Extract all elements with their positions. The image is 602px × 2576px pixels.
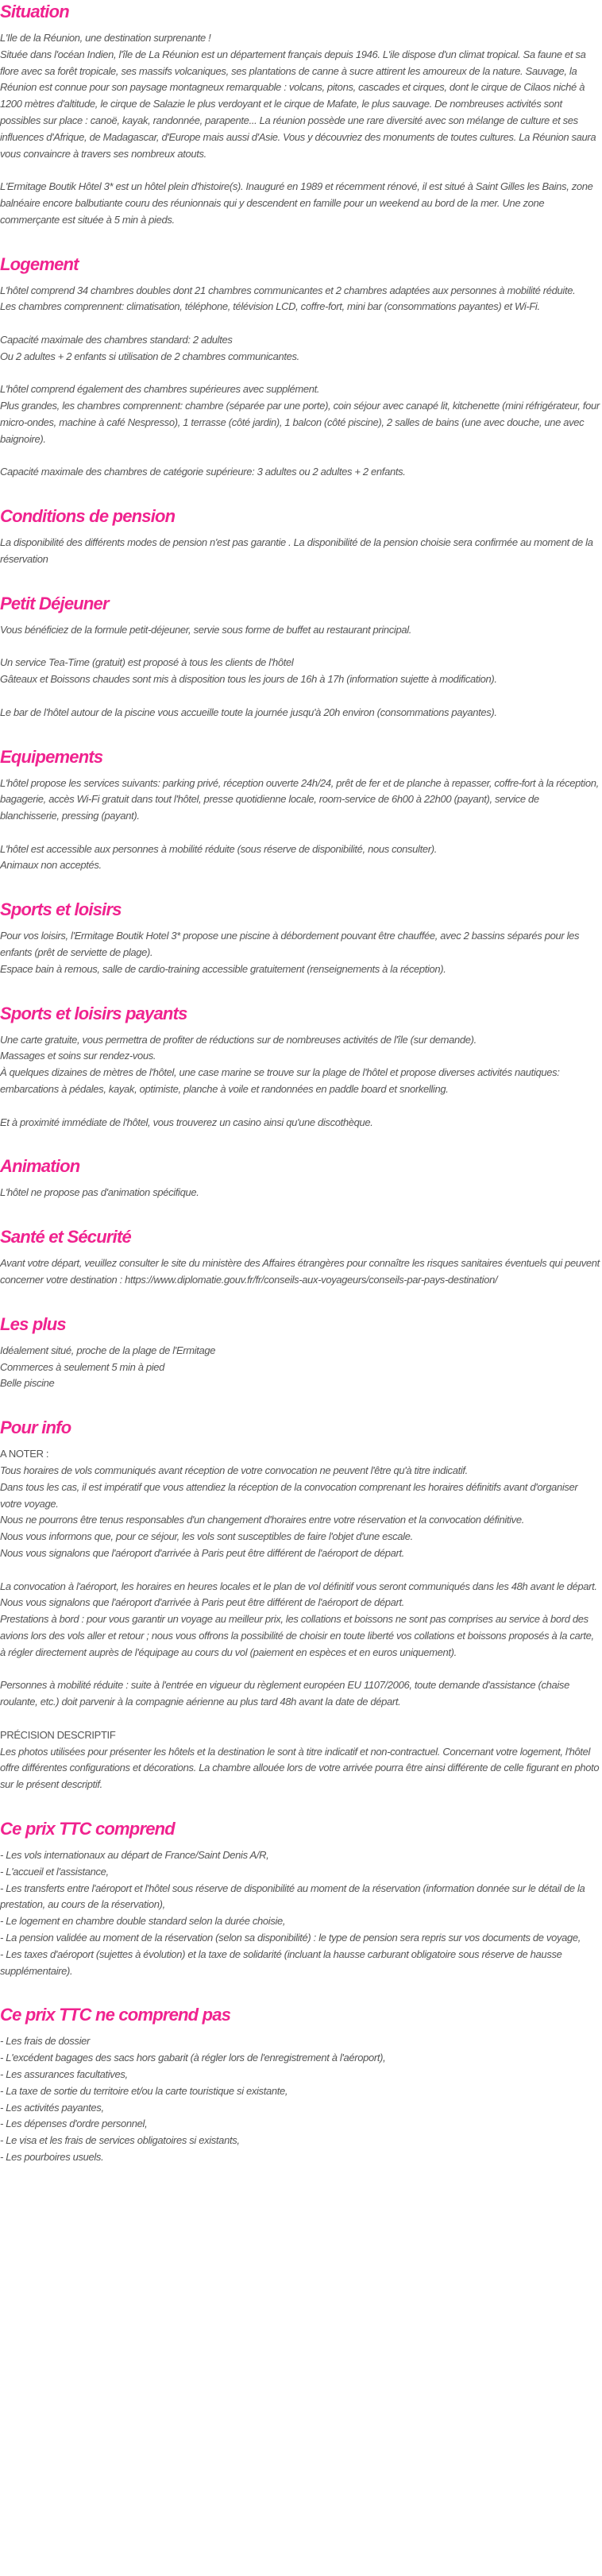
paragraph-line: Le bar de l'hôtel autour de la piscine vous accueille toute la journée jusqu'à 20h environ (consommations payantes). — [0, 706, 497, 718]
paragraph-line: Nous ne pourrons être tenus responsables d'un changement d'horaires entre votre réservation et la convocation définitive. — [0, 1514, 524, 1526]
paragraph-line: PRÉCISION DESCRIPTIF — [0, 1728, 116, 1741]
paragraph-line: L'hôtel comprend également des chambres supérieures avec supplément. — [0, 383, 320, 396]
paragraph-line: Les chambres comprennent: climatisation, téléphone, télévision LCD, coffre-fort, mini bar (consommations payantes) et Wi-Fi. — [0, 300, 540, 313]
section-sports-et-loisirs-payants — [0, 1002, 600, 1131]
section-animation — [0, 1155, 600, 1201]
paragraph-line: Prestations à bord : pour vous garantir un voyage au meilleur prix, les collations et boissons ne sont pas comprises au service à bord des avions lors des vols aller et retour ; nous vous offrons la possibilité de choisir en toute liberté vos collations et boissons proposés à la carte, à régler directement auprès de l'équipage au cours du vol (paiement en espèces et en euros uniquement). — [0, 1613, 594, 1658]
section-body — [0, 776, 600, 875]
list-item: - Le visa et les frais de services obligatoires si existants, — [0, 2134, 240, 2147]
paragraph-line: Plus grandes, les chambres comprennent: chambre (séparée par une porte), coin séjour avec canapé lit, kitchenette (mini réfrigérateur, four micro-ondes, machine à café Nespresso), 1 terrasse (côté jardin), 1 balcon (côté piscine), 2 salles de bains (une avec douche, une avec baignoire). — [0, 400, 600, 445]
section-body — [0, 1032, 600, 1131]
paragraph-gap — [0, 1098, 600, 1115]
paragraph-line: Ou 2 adultes + 2 enfants si utilisation de 2 chambres communicantes. — [0, 350, 299, 362]
paragraph-gap — [0, 639, 600, 656]
list-item: - Les transferts entre l'aéroport et l'hôtel sous réserve de disponibilité au moment de la réservation (information donnée sur le détail de la prestation, au cours de la réservation), — [0, 1882, 585, 1911]
paragraph-line: Avant votre départ, veuillez consulter le site du ministère des Affaires étrangères pour connaître les risques sanitaires éventuels qui peuvent concerner votre destination : https://www.diplomatie.gouv.fr/fr/conseils-aux-voyageurs/conseils-par-pays-destination/ — [0, 1257, 600, 1286]
paragraph-gap — [0, 1711, 600, 1727]
paragraph-line: Idéalement situé, proche de la plage de l'Ermitage — [0, 1344, 216, 1356]
paragraph-line: L'Ile de la Réunion, une destination surprenante ! — [0, 32, 211, 44]
paragraph-line: A NOTER : — [0, 1448, 49, 1460]
section-title: Santé et Sécurité — [0, 1227, 131, 1247]
paragraph-gap — [0, 1661, 600, 1678]
paragraph-gap — [0, 162, 600, 179]
section-situation — [0, 0, 600, 229]
paragraph-line: L'hôtel ne propose pas d'animation spécifique. — [0, 1186, 199, 1199]
paragraph-line: Belle piscine — [0, 1377, 55, 1390]
section-title: Ce prix TTC ne comprend pas — [0, 2005, 231, 2025]
paragraph-line: Une carte gratuite, vous permettra de profiter de réductions sur de nombreuses activités de l'île (sur demande). — [0, 1033, 477, 1046]
list-item: - Les activités payantes, — [0, 2101, 104, 2114]
paragraph-line: L'Ermitage Boutik Hôtel 3* est un hôtel plein d'histoire(s). Inauguré en 1989 et récemment rénové, il est situé à Saint Gilles les Bains, zone balnéaire encore balbutiante couru des réunionnais qui y descendent en famille pour un weekend au bord de la mer. Une zone commerçante est située à 5 min à pieds. — [0, 180, 593, 226]
list-item: - Les assurances facultatives, — [0, 2067, 128, 2080]
section-petit-dejeuner — [0, 592, 600, 721]
paragraph-line: Personnes à mobilité réduite : suite à l'entrée en vigueur du règlement européen EU 1107/2006, toute demande d'assistance (chaise roulante, etc.) doit parvenir à la compagnie aérienne au plus tard 48h avant la date de départ. — [0, 1679, 569, 1708]
list-item: - L'excédent bagages des sacs hors gabarit (à régler lors de l'enregistrement à l'aéroport), — [0, 2052, 386, 2064]
section-body — [0, 622, 600, 721]
section-sante-et-securite — [0, 1225, 600, 1289]
section-body — [0, 1255, 600, 1289]
paragraph-gap — [0, 366, 600, 382]
paragraph-line: L'hôtel propose les services suivants: parking privé, réception ouverte 24h/24, prêt de fer et de planche à repasser, coffre-fort à la réception, bagagerie, accès Wi-Fi gratuit dans tout l'hôtel, presse quotidienne locale, room-service de 6h00 à 22h00 (payant), service de blanchisserie, pressing (payant). — [0, 776, 599, 822]
paragraph-line: Capacité maximale des chambres standard: 2 adultes — [0, 333, 233, 346]
list-item: - Les dépenses d'ordre personnel, — [0, 2118, 148, 2130]
section-body — [0, 283, 600, 482]
list-item: - La taxe de sortie du territoire et/ou la carte touristique si existante, — [0, 2084, 288, 2097]
paragraph-line: Gâteaux et Boissons chaudes sont mis à disposition tous les jours de 16h à 17h (information sujette à modification). — [0, 673, 497, 686]
list-item: - L'accueil et l'assistance, — [0, 1865, 109, 1878]
paragraph-line: Située dans l'océan Indien, l'île de La Réunion est un département français depuis 1946. L'ile dispose d'un climat tropical. Sa faune et sa flore avec sa forêt tropicale, ses massifs volcaniques, ses plantations de canne à sucre attirent les amoureux de la nature. Sauvage, la Réunion est connue pour son paysage montagneux remarquable : volcans, pitons, cascades et cirques, dont le cirque de Cilaos niché à 1200 mètres d'altitude, le cirque de Salazie le plus verdoyant et le cirque de Mafate, le plus sauvage. De nombreuses activités sont possibles sur place : canoë, kayak, randonnée, parapente... La réunion possède une rare diversité avec son mélange de culture et ses influences d'Afrique, de Madagascar, d'Europe mais aussi d'Asie. Vous y découvriez des monuments de toutes cultures. La Réunion saura vous convaincre à travers ses nombreux atouts. — [0, 48, 596, 160]
paragraph-line: Espace bain à remous, salle de cardio-training accessible gratuitement (renseignements à la réception). — [0, 962, 446, 975]
section-body — [0, 1343, 600, 1392]
section-body — [0, 2033, 600, 2165]
section-title: Sports et loisirs payants — [0, 1003, 187, 1023]
section-les-plus — [0, 1313, 600, 1392]
paragraph-line: Les photos utilisées pour présenter les hôtels et la destination le sont à titre indicatif et non-contractuel. Concernant votre logement, l'hôtel offre différentes configurations et décorations. La chambre allouée lors de votre arrivée pourra être ainsi différente de celle figurant en photo sur le présent descriptif. — [0, 1745, 600, 1791]
section-title: Petit Déjeuner — [0, 593, 109, 613]
paragraph-line: Tous horaires de vols communiqués avant réception de votre convocation ne peuvent l'être qu'à titre indicatif. — [0, 1464, 468, 1477]
section-title: Equipements — [0, 746, 103, 767]
section-body — [0, 535, 600, 568]
paragraph-line: À quelques dizaines de mètres de l'hôtel, une case marine se trouve sur la plage de l'hôtel et propose diverses activités nautiques: embarcations à pédales, kayak, optimiste, planche à voile et randonnées en paddle board et snorkelling. — [0, 1066, 560, 1096]
section-title: Les plus — [0, 1313, 66, 1334]
paragraph-gap — [0, 825, 600, 841]
list-item: - Les taxes d'aéroport (sujettes à évolution) et la taxe de solidarité (incluant la hausse carburant obligatoire sous réserve de hausse supplémentaire). — [0, 1947, 562, 1977]
paragraph-line: Nous vous signalons que l'aéroport d'arrivée à Paris peut être différent de l'aéroport de départ. — [0, 1547, 404, 1560]
paragraph-gap — [0, 448, 600, 465]
paragraph-line: Pour vos loisirs, l'Ermitage Boutik Hotel 3* propose une piscine à débordement pouvant être chauffée, avec 2 bassins séparés pour les enfants (prêt de serviette de plage). — [0, 930, 580, 959]
paragraph-line: Massages et soins sur rendez-vous. — [0, 1050, 156, 1062]
paragraph-line: Capacité maximale des chambres de catégorie supérieure: 3 adultes ou 2 adultes + 2 enfants. — [0, 466, 406, 478]
list-item: - Les pourboires usuels. — [0, 2150, 104, 2163]
paragraph-line: L'hôtel comprend 34 chambres doubles dont 21 chambres communicantes et 2 chambres adaptées aux personnes à mobilité réduite. — [0, 284, 576, 296]
paragraph-line: Et à proximité immédiate de l'hôtel, vous trouverez un casino ainsi qu'une discothèque. — [0, 1116, 373, 1128]
section-logement — [0, 253, 600, 482]
paragraph-line: La convocation à l'aéroport, les horaires en heures locales et le plan de vol définitif vous seront communiqués dans les 48h avant le départ. — [0, 1580, 597, 1592]
paragraph-line: La disponibilité des différents modes de pension n'est pas garantie . La disponibilité de la pension choisie sera confirmée au moment de la réservation — [0, 536, 593, 565]
paragraph-line: Un service Tea-Time (gratuit) est proposé à tous les clients de l'hôtel — [0, 656, 294, 669]
section-ce-prix-ttc-comprend — [0, 1817, 600, 1979]
list-item: - Les frais de dossier — [0, 2035, 90, 2048]
list-item: - La pension validée au moment de la réservation (selon sa disponibilité) : le type de pension sera repris sur vos documents de voyage, — [0, 1931, 581, 1944]
section-body — [0, 1446, 600, 1793]
paragraph-line: Nous vous informons que, pour ce séjour, les vols sont susceptibles de faire l'objet d'une escale. — [0, 1530, 413, 1543]
paragraph-line: Animaux non acceptés. — [0, 859, 102, 872]
section-title: Animation — [0, 1156, 80, 1177]
section-body — [0, 1847, 600, 1979]
section-title: Situation — [0, 2, 69, 21]
section-body — [0, 928, 600, 977]
section-body — [0, 30, 600, 229]
section-ce-prix-ttc-ne-comprend-pas — [0, 2003, 600, 2165]
list-item: - Les vols internationaux au départ de France/Saint Denis A/R, — [0, 1848, 269, 1861]
section-equipements — [0, 745, 600, 875]
paragraph-gap — [0, 1562, 600, 1579]
section-title: Conditions de pension — [0, 506, 176, 527]
list-item: - Le logement en chambre double standard selon la durée choisie, — [0, 1915, 286, 1928]
paragraph-line: Dans tous les cas, il est impératif que vous attendiez la réception de la convocation comprenant les horaires définitifs avant d'organiser votre voyage. — [0, 1480, 578, 1510]
section-title: Pour info — [0, 1418, 71, 1438]
section-body — [0, 1185, 600, 1201]
section-title: Ce prix TTC comprend — [0, 1818, 175, 1839]
paragraph-line: Commerces à seulement 5 min à pied — [0, 1360, 165, 1373]
section-title: Sports et loisirs — [0, 899, 122, 920]
section-conditions-de-pension — [0, 505, 600, 568]
section-pour-info — [0, 1416, 600, 1793]
paragraph-gap — [0, 688, 600, 705]
paragraph-line: Vous bénéficiez de la formule petit-déjeuner, servie sous forme de buffet au restaurant principal. — [0, 623, 412, 636]
paragraph-line: Nous vous signalons que l'aéroport d'arrivée à Paris peut être différent de l'aéroport de départ. — [0, 1596, 404, 1609]
paragraph-line: L'hôtel est accessible aux personnes à mobilité réduite (sous réserve de disponibilité, nous consulter). — [0, 842, 437, 855]
paragraph-gap — [0, 315, 600, 332]
section-title: Logement — [0, 253, 79, 274]
section-sports-et-loisirs — [0, 898, 600, 977]
